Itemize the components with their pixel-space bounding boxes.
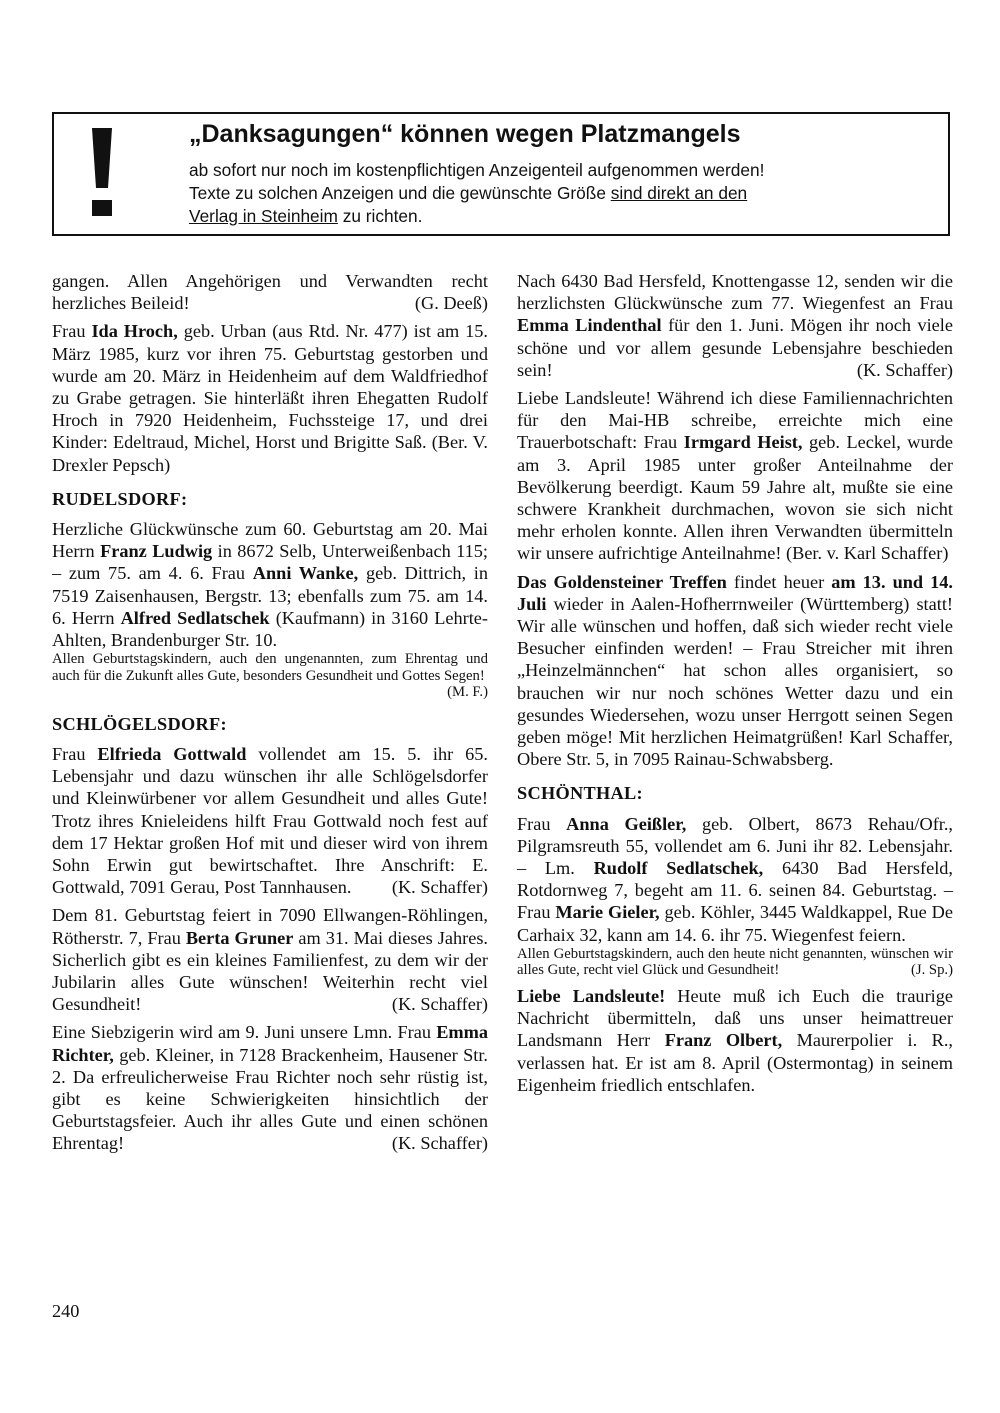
person-name: Irmgard Heist, <box>683 432 803 453</box>
paragraph-text: (Kaufmann) in 3160 Lehrte-Ahlten, Brandenburger Str. 10. <box>52 607 488 651</box>
left-column <box>52 270 488 1161</box>
author-signature: (K. Schaffer) <box>391 1133 488 1154</box>
paragraph <box>52 518 488 651</box>
paragraph-text: findet heuer <box>726 571 832 592</box>
notice-heading: „Danksagungen“ können wegen Platzmangels <box>189 120 741 148</box>
event-name: Das Goldensteiner Treffen <box>517 571 727 592</box>
notice-text: zu richten. <box>337 206 423 226</box>
paragraph-text: Nach 6430 Bad Hersfeld, Knottengasse 12, senden wir die herzlichsten Glückwünsche zum 77. Wiegenfest an Frau <box>517 271 953 314</box>
paragraph-text: Heute muß ich Euch die traurige Nachricht übermitteln, daß uns unser heimattreuer Landsmann Herr <box>517 985 953 1051</box>
paragraph <box>52 320 488 475</box>
paragraph-text: geb. Kleiner, in 7128 Brackenheim, Hausener Str. 2. Da erfreulicherweise Frau Richter noch sehr rüstig ist, gibt es keine Schwierigkeiten hinsichtlich der Geburtstagsfeier. Auch ihr alles Gute und einen schönen Ehrentag! <box>52 1044 488 1154</box>
notice-box <box>52 112 950 236</box>
person-name: Elfrieda Gottwald <box>97 743 247 764</box>
notice-body <box>189 159 929 228</box>
person-name: Anna Geißler, <box>566 813 687 834</box>
notice-line: ab sofort nur noch im kostenpflichtigen Anzeigenteil aufgenommen werden! <box>189 160 765 180</box>
exclamation-icon <box>84 128 120 218</box>
person-name: Alfred Sedlatschek <box>120 607 270 628</box>
paragraph-text: in 8672 Selb, Unterweißenbach 115; – zum 75. am 4. 6. Frau <box>52 541 489 584</box>
paragraph-text: Maurerpolier i. R., verlassen hat. Er ist am 8. April (Ostermontag) in seinem Eigenheim friedlich entschlafen. <box>517 1030 953 1095</box>
section-heading: SCHÖNTHAL: <box>517 783 643 804</box>
paragraph-text: vollendet am 15. 5. ihr 65. Lebensjahr und dazu wünschen ihr alle Schlögelsdorfer und Kleinwürbener vor allem Gesundheit und alles Gute! Trotz ihres Knieleidens hilft Frau Gottwald noch fest auf dem 17 Hektar großen Hof mit und dieser wird von ihrem Sohn Erwin gut bewirtschaftet. Ihre Anschrift: E. Gottwald, 7091 Gerau, Post Tannhausen. <box>52 743 488 898</box>
paragraph-text: gangen. Allen Angehörigen und Verwandten recht herzliches Beileid! <box>52 271 488 314</box>
paragraph-text: Eine Siebzigerin wird am 9. Juni unsere Lmn. Frau <box>52 1022 437 1043</box>
notice-line <box>189 205 929 228</box>
paragraph-text: geb. Urban (aus Rtd. Nr. 477) ist am 15. März 1985, kurz vor ihren 75. Geburtstag gestorben und wurde am 20. März in Heidenheim auf dem Waldfriedhof zu Grabe getragen. Sie hinterläßt ihren Ehegatten Rudolf Hroch in 7920 Heidenheim, Fuchssteige 17, und drei Kinder: Edeltraud, Michel, Horst und Brigitte Saß. (Ber. V. Drexler Pepsch) <box>52 321 488 475</box>
paragraph-text: Allen Geburtstagskindern, auch den heute nicht genannten, wünschen wir alles Gute, recht viel Glück und Gesundheit! <box>517 945 953 979</box>
paragraph <box>517 985 953 1096</box>
paragraph-text: Frau <box>52 321 92 342</box>
paragraph <box>52 904 488 1015</box>
paragraph <box>52 651 488 701</box>
person-name: Emma Lindenthal <box>517 315 662 336</box>
person-name: Ida Hroch, <box>91 321 178 342</box>
paragraph <box>52 1021 488 1154</box>
person-name: Rudolf Sedlatschek, <box>593 858 764 879</box>
paragraph-text: am 31. Mai dieses Jahres. Sicherlich gibt es ein kleines Familienfest, zu dem wir der Jubilarin alles Gute wünschen! Weiterhin recht viel Gesundheit! <box>52 927 489 1015</box>
paragraph <box>517 813 953 946</box>
paragraph <box>517 571 953 771</box>
paragraph-text: Frau <box>52 743 98 764</box>
paragraph <box>517 387 953 565</box>
person-name: Berta Gruner <box>185 927 294 948</box>
paragraph-text: 6430 Bad Hersfeld, Rotdornweg 7, begeht am 11. 6. seinen 84. Geburtstag. – Frau <box>517 858 953 923</box>
paragraph-text: geb. Köhler, 3445 Waldkappel, Rue De Carhaix 32, kann am 14. 6. ihr 75. Wiegenfest feiern. <box>517 902 953 945</box>
section-heading: SCHLÖGELSDORF: <box>52 713 227 734</box>
person-name: Franz Ludwig <box>100 541 213 562</box>
author-signature: (M. F.) <box>447 684 488 701</box>
paragraph-text: Frau <box>517 813 567 834</box>
greeting: Liebe Landsleute! <box>517 985 666 1006</box>
author-signature: (K. Schaffer) <box>856 359 953 380</box>
person-name: Anni Wanke, <box>252 563 359 584</box>
paragraph-text: geb. Leckel, wurde am 3. April 1985 unter großer Anteilnahme der Bevölkerung beerdigt. Kaum 59 Jahre alt, mußte sie eine schwere Krankheit durchmachen, wovon sie sich nicht mehr erholen konnte. Allen ihren Verwandten übermitteln wir unsere aufrichtige Anteilnahme! (Ber. v. Karl Schaffer) <box>517 432 953 564</box>
notice-text: Texte zu solchen Anzeigen und die gewünschte Größe <box>189 183 611 203</box>
author-signature: (J. Sp.) <box>910 962 953 979</box>
right-column <box>517 270 953 1102</box>
paragraph-text: geb. Olbert, 8673 Rehau/Ofr., Pilgramsreuth 55, vollendet am 6. Juni ihr 82. Lebensjahr. – Lm. <box>517 813 954 879</box>
paragraph <box>52 270 488 314</box>
paragraph <box>517 946 953 979</box>
person-name: Franz Olbert, <box>664 1030 783 1051</box>
author-signature: (K. Schaffer) <box>391 994 488 1015</box>
paragraph-text: Herzliche Glückwünsche zum 60. Geburtstag am 20. Mai Herrn <box>52 519 488 562</box>
paragraph <box>517 270 953 381</box>
notice-line <box>189 182 929 205</box>
page-number: 240 <box>52 1301 80 1321</box>
notice-underlined-text: Verlag in Steinheim <box>189 206 338 226</box>
paragraph-text: für den 1. Juni. Mögen ihr noch viele schöne und vor allem gesunde Lebensjahre beschieden sein! <box>517 315 953 380</box>
author-signature: (K. Schaffer) <box>391 877 488 898</box>
paragraph-text: geb. Dittrich, in 7519 Zaisenhausen, Bergstr. 13; ebenfalls zum 75. am 14. 6. Herrn <box>52 563 488 628</box>
section-heading: RUDELSDORF: <box>52 488 188 509</box>
person-name: Marie Gieler, <box>555 902 660 923</box>
person-name: Emma Richter, <box>52 1022 488 1065</box>
paragraph-text: Allen Geburtstagskindern, auch den ungenannten, zum Ehrentag und auch für die Zukunft alles Gute, besonders Gesundheit und Gottes Segen! <box>52 651 488 684</box>
paragraph-text: wieder in Aalen-Hofherrnweiler (Württemberg) statt! Wir alle wünschen und hoffen, daß sich wieder recht viele Besucher einfinden werden! – Frau Streicher mit ihren „Heinzelmännchen“ hat schon alles organisiert, so brauchen wir nur noch schönes Wetter dazu und ein gesundes Wiedersehen, wozu unser Herrgott seinen Segen geben möge! Mit herzlichen Heimatgrüßen! Karl Schaffer, Obere Str. 5, in 7095 Rainau-Schwabsberg. <box>517 593 953 770</box>
author-signature: (G. Deeß) <box>414 293 488 314</box>
event-date: am 13. und 14. Juli <box>517 571 953 614</box>
paragraph-text: Liebe Landsleute! Während ich diese Familiennachrichten für den Mai-HB schreibe, erreichte mich eine Trauerbotschaft: Frau <box>517 388 953 453</box>
paragraph-text: Dem 81. Geburtstag feiert in 7090 Ellwangen-Röhlingen, Rötherstr. 7, Frau <box>52 905 488 948</box>
notice-underlined-text: sind direkt an den <box>610 183 748 203</box>
paragraph <box>52 743 488 898</box>
